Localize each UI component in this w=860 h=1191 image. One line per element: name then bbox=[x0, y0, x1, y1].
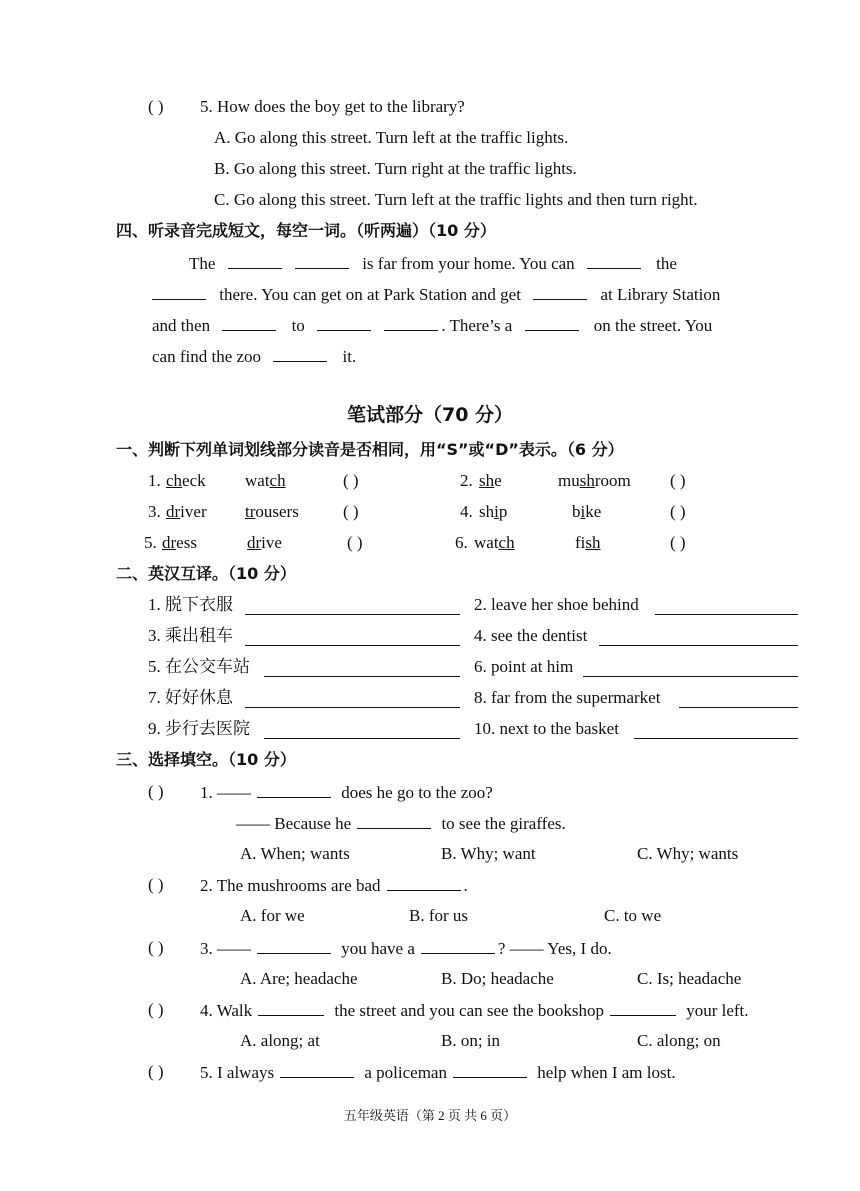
answer-bracket[interactable]: ( ) bbox=[343, 502, 359, 521]
answer-blank[interactable] bbox=[273, 345, 327, 362]
passage-text: . There’s a bbox=[441, 316, 513, 335]
word: trousers bbox=[245, 502, 299, 521]
option-a: A. for we bbox=[240, 906, 305, 925]
passage-text: is far from your home. You can bbox=[362, 254, 575, 273]
answer-blank[interactable] bbox=[280, 1061, 354, 1078]
passage-line bbox=[152, 314, 712, 337]
answer-blank[interactable] bbox=[295, 252, 349, 269]
translation-item: 6. point at him bbox=[474, 657, 574, 676]
answer-blank[interactable] bbox=[357, 812, 431, 829]
answer-line[interactable] bbox=[264, 659, 460, 677]
passage-text: and then bbox=[152, 316, 211, 335]
answer-blank[interactable] bbox=[228, 252, 282, 269]
option-b: B. for us bbox=[409, 906, 469, 925]
bracket: ( ) bbox=[148, 97, 164, 116]
word: she bbox=[479, 471, 502, 490]
section-heading: 四、听录音完成短文，每空一词。（听两遍）（10 分） bbox=[116, 221, 496, 240]
word: mushroom bbox=[558, 471, 631, 490]
passage-line bbox=[189, 252, 677, 275]
translation-item: 2. leave her shoe behind bbox=[474, 595, 639, 614]
word-number: 1. bbox=[148, 471, 161, 490]
word: check bbox=[166, 471, 206, 490]
passage-text: the bbox=[656, 254, 677, 273]
page-title: 笔试部分（70 分） bbox=[346, 404, 514, 426]
answer-bracket[interactable]: ( ) bbox=[148, 1062, 164, 1081]
word: dress bbox=[162, 533, 197, 552]
answer-line[interactable] bbox=[583, 659, 798, 677]
answer-bracket[interactable]: ( ) bbox=[670, 502, 686, 521]
word: fish bbox=[575, 533, 601, 552]
question-line: 3. —— you have a ? —— Yes, I do. bbox=[200, 939, 612, 958]
answer-bracket[interactable]: ( ) bbox=[670, 471, 686, 490]
answer-blank[interactable] bbox=[222, 314, 276, 331]
answer-line[interactable] bbox=[245, 597, 460, 615]
option-c: C. to we bbox=[604, 906, 662, 925]
section-heading: 二、英汉互译。（10 分） bbox=[116, 564, 296, 583]
answer-bracket[interactable]: ( ) bbox=[670, 533, 686, 552]
answer-blank[interactable] bbox=[387, 874, 461, 891]
answer-blank[interactable] bbox=[384, 314, 438, 331]
passage-text: can find the zoo bbox=[152, 347, 262, 366]
option-a: A. Go along this street. Turn left at the traffic lights. bbox=[214, 128, 569, 147]
word: bike bbox=[572, 502, 602, 521]
answer-blank[interactable] bbox=[525, 314, 579, 331]
word-number: 3. bbox=[148, 502, 161, 521]
word: driver bbox=[166, 502, 207, 521]
translation-item: 10. next to the basket bbox=[474, 719, 619, 738]
option-a: A. Are; headache bbox=[240, 969, 358, 988]
section-heading: 三、选择填空。（10 分） bbox=[116, 750, 296, 769]
word: ship bbox=[479, 502, 508, 521]
translation-item: 9. 步行去医院 bbox=[148, 719, 250, 738]
answer-blank[interactable] bbox=[610, 999, 676, 1016]
answer-blank[interactable] bbox=[258, 999, 324, 1016]
answer-bracket[interactable]: ( ) bbox=[343, 471, 359, 490]
passage-text: on the street. You bbox=[593, 316, 713, 335]
answer-bracket[interactable]: ( ) bbox=[148, 938, 164, 957]
option-a: A. along; at bbox=[240, 1031, 320, 1050]
passage-line bbox=[152, 283, 720, 306]
translation-item: 1. 脱下衣服 bbox=[148, 595, 233, 614]
question-line: —— Because he to see the giraffes. bbox=[236, 814, 566, 833]
translation-item: 3. 乘出租车 bbox=[148, 626, 233, 645]
word-number: 6. bbox=[455, 533, 468, 552]
answer-line[interactable] bbox=[264, 721, 460, 739]
word: watch bbox=[245, 471, 286, 490]
word: watch bbox=[474, 533, 515, 552]
question-line: 1. —— does he go to the zoo? bbox=[200, 783, 493, 802]
answer-blank[interactable] bbox=[421, 937, 495, 954]
question-line: 5. I always a policeman help when I am lost. bbox=[200, 1063, 676, 1082]
question-line: 4. Walk the street and you can see the bookshop your left. bbox=[200, 1001, 749, 1020]
answer-line[interactable] bbox=[599, 628, 798, 646]
answer-line[interactable] bbox=[245, 628, 460, 646]
question-text: 5. How does the boy get to the library? bbox=[200, 97, 465, 116]
translation-item: 8. far from the supermarket bbox=[474, 688, 661, 707]
option-b: B. Do; headache bbox=[441, 969, 554, 988]
answer-blank[interactable] bbox=[587, 252, 641, 269]
passage-text: there. You can get on at Park Station and get bbox=[219, 285, 521, 304]
answer-bracket[interactable]: ( ) bbox=[148, 782, 164, 801]
answer-blank[interactable] bbox=[152, 283, 206, 300]
option-b: B. Why; want bbox=[441, 844, 536, 863]
answer-line[interactable] bbox=[634, 721, 798, 739]
word-number: 5. bbox=[144, 533, 157, 552]
passage-line bbox=[152, 345, 356, 368]
answer-blank[interactable] bbox=[453, 1061, 527, 1078]
word-number: 4. bbox=[460, 502, 473, 521]
answer-bracket[interactable]: ( ) bbox=[347, 533, 363, 552]
option-c: C. Why; wants bbox=[637, 844, 739, 863]
answer-bracket[interactable]: ( ) bbox=[148, 875, 164, 894]
word-number: 2. bbox=[460, 471, 473, 490]
answer-line[interactable] bbox=[679, 690, 798, 708]
answer-blank[interactable] bbox=[257, 781, 331, 798]
passage-text: it. bbox=[342, 347, 357, 366]
option-c: C. Is; headache bbox=[637, 969, 742, 988]
option-b: B. on; in bbox=[441, 1031, 501, 1050]
answer-blank[interactable] bbox=[533, 283, 587, 300]
option-b: B. Go along this street. Turn right at the traffic lights. bbox=[214, 159, 577, 178]
page-footer: 五年级英语（第 2 页 共 6 页） bbox=[343, 1108, 517, 1123]
answer-line[interactable] bbox=[245, 690, 460, 708]
word: drive bbox=[247, 533, 282, 552]
section-heading: 一、判断下列单词划线部分读音是否相同，用“S”或“D”表示。（6 分） bbox=[116, 440, 624, 459]
option-c: C. along; on bbox=[637, 1031, 721, 1050]
translation-item: 5. 在公交车站 bbox=[148, 657, 250, 676]
answer-bracket[interactable]: ( ) bbox=[148, 1000, 164, 1019]
answer-line[interactable] bbox=[655, 597, 798, 615]
passage-text: The bbox=[189, 254, 216, 273]
option-a: A. When; wants bbox=[240, 844, 350, 863]
question-line: 2. The mushrooms are bad . bbox=[200, 876, 468, 895]
option-c: C. Go along this street. Turn left at the traffic lights and then turn right. bbox=[214, 190, 698, 209]
translation-item: 4. see the dentist bbox=[474, 626, 588, 645]
answer-blank[interactable] bbox=[317, 314, 371, 331]
passage-text: to bbox=[291, 316, 305, 335]
translation-item: 7. 好好休息 bbox=[148, 688, 233, 707]
answer-blank[interactable] bbox=[257, 937, 331, 954]
passage-text: at Library Station bbox=[600, 285, 721, 304]
